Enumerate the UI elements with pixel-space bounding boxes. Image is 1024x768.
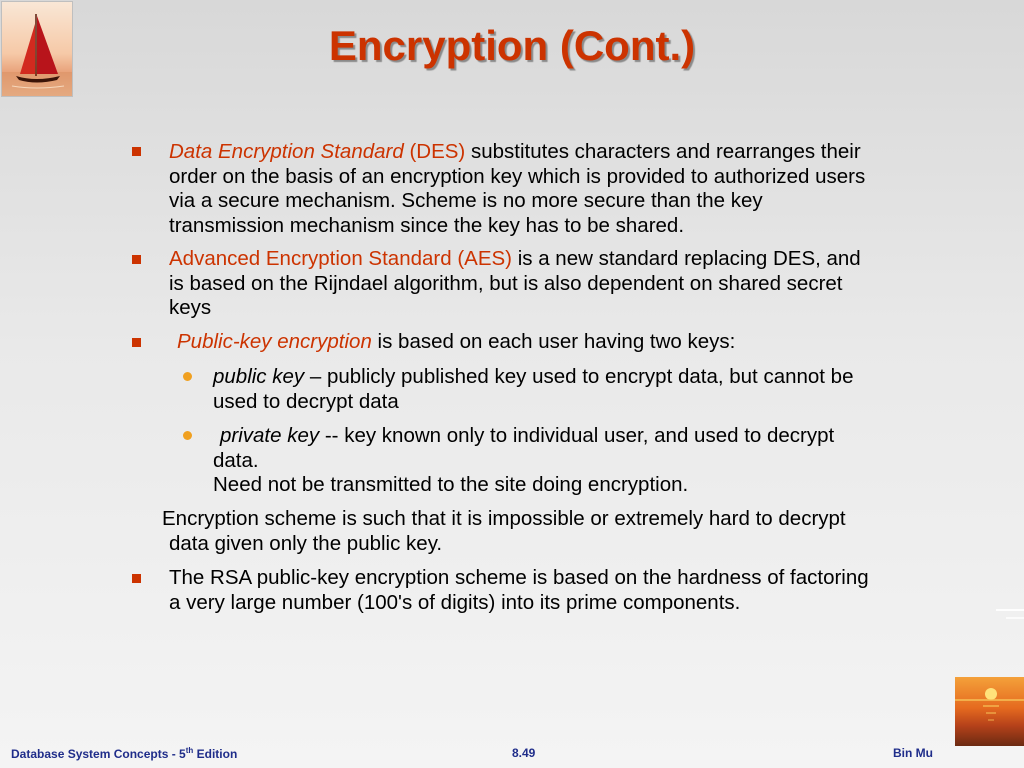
private-key-term: private key — [220, 424, 320, 447]
footer-slide-number: 8.49 — [512, 746, 536, 760]
bullet-des — [169, 140, 969, 238]
scheme-line1: Encryption scheme is such that it is impossible or extremely hard to decrypt — [162, 507, 846, 530]
des-term: Data Encryption Standard — [169, 140, 404, 163]
des-line4: transmission mechanism since the key has to be shared. — [169, 213, 685, 237]
des-line3: via a secure mechanism. Scheme is no more secure than the key — [169, 189, 763, 212]
rsa-line2: a very large number (100's of digits) into its prime components. — [169, 590, 741, 614]
footer-course-sup: th — [185, 746, 194, 755]
aes-line3: keys — [169, 296, 212, 319]
square-bullet-icon — [132, 255, 141, 264]
pke-rest: is based on each user having two keys: — [377, 330, 736, 353]
aes-line1-rest: is a new standard replacing DES, and — [517, 247, 861, 270]
public-key-term: public key — [213, 365, 305, 388]
sub-bullet-public-key — [213, 365, 973, 414]
square-bullet-icon — [132, 338, 141, 347]
scheme-line2: data given only the public key. — [169, 531, 443, 555]
aes-line2: is based on the Rijndael algorithm, but is also dependent on shared secret — [169, 271, 843, 295]
footer-course — [11, 746, 237, 761]
private-key-line2: data. — [213, 448, 259, 472]
bullet-public-key-encryption — [177, 330, 967, 355]
des-line1-rest: substitutes characters and rearranges their — [470, 140, 861, 163]
des-abbrev: (DES) — [409, 140, 466, 163]
square-bullet-icon — [132, 147, 141, 156]
round-bullet-icon — [183, 431, 192, 440]
aes-term: Advanced Encryption Standard (AES) — [169, 247, 512, 270]
des-line2: order on the basis of an encryption key which is provided to authorized users — [169, 164, 866, 188]
square-bullet-icon — [132, 574, 141, 583]
private-key-line3: Need not be transmitted to the site doing encryption. — [213, 473, 689, 496]
public-key-line2: used to decrypt data — [213, 389, 399, 413]
pke-term: Public-key encryption — [177, 330, 372, 353]
footer-course-suffix: Edition — [193, 747, 238, 761]
rsa-line1: The RSA public-key encryption scheme is based on the hardness of factoring — [169, 566, 869, 589]
encryption-scheme-paragraph — [162, 507, 962, 556]
bullet-rsa — [169, 566, 979, 615]
private-key-line1-rest: -- key known only to individual user, and used to decrypt — [324, 424, 835, 447]
round-bullet-icon — [183, 372, 192, 381]
footer-author: Bin Mu — [893, 746, 933, 760]
bullet-aes — [169, 247, 969, 321]
slide-title: Encryption (Cont.) — [328, 22, 696, 69]
public-key-line1-rest: – publicly published key used to encrypt data, but cannot be — [309, 365, 854, 388]
footer-course-prefix: Database System Concepts - 5 — [11, 747, 186, 761]
sub-bullet-private-key — [213, 424, 973, 498]
